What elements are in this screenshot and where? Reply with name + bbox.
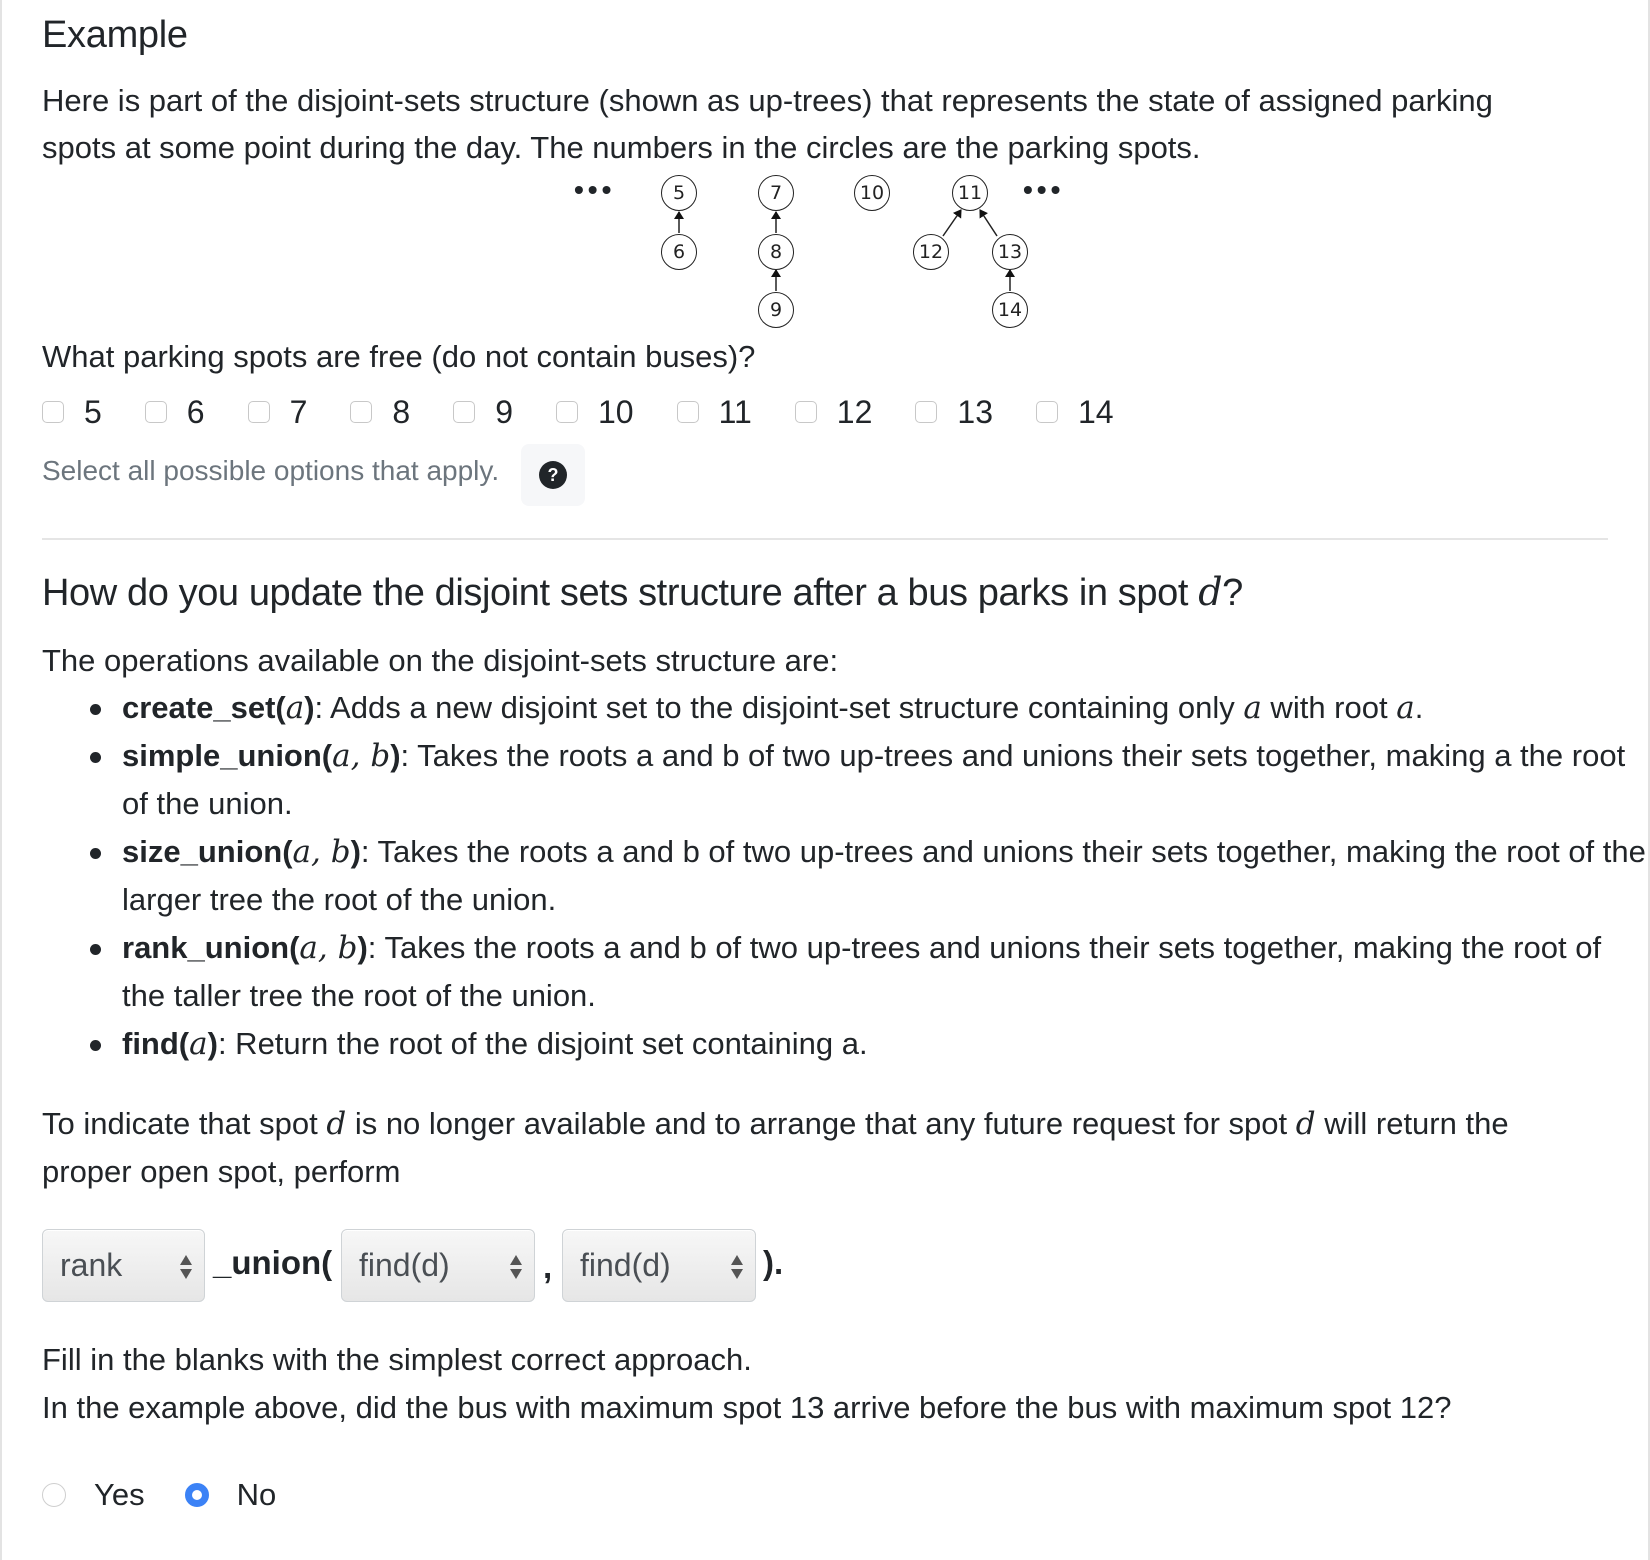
op-close: ) [350,834,361,869]
help-button[interactable] [521,444,585,506]
checkbox-label: 9 [495,393,513,430]
checkbox-option-12[interactable] [795,394,873,431]
op-args: a [285,690,305,726]
checkbox[interactable] [795,401,817,423]
example-intro-line1: Here is part of the disjoint-sets structure (shown as up-trees) that represents the state of assigned parking [42,83,1493,118]
op-close: ) [357,930,368,965]
op-args: a, b [332,738,391,774]
operation-find [122,1020,1648,1068]
fill-in-note: Fill in the blanks with the simplest correct approach. [42,1342,752,1377]
node-5: 5 [661,175,697,211]
instruction-text: To indicate that spot [42,1106,327,1141]
checkbox-label: 6 [186,393,205,430]
checkbox[interactable] [350,401,372,423]
select-arrows-icon [508,1252,524,1282]
radio-yes[interactable] [42,1477,145,1513]
radio-label: Yes [94,1477,145,1512]
op-args: a [189,1026,208,1062]
op-close: ) [207,1026,218,1061]
node-10: 10 [854,175,890,211]
operations-intro: The operations available on the disjoint-sets structure are: [42,643,839,678]
op-name: rank_union( [122,930,300,965]
close-paren-text: ). [763,1244,784,1281]
variable-d: d [326,1106,347,1142]
op-close: ) [390,738,401,773]
checkbox[interactable] [42,401,64,423]
heading-text: How do you update the disjoint sets structure after a bus parks in spot [42,572,1199,614]
node-8: 8 [758,234,794,270]
checkbox[interactable] [248,401,270,423]
first-argument-select[interactable] [341,1229,535,1302]
heading-variable-d: d [1198,570,1223,614]
example-intro-line2: spots at some point during the day. The numbers in the circles are the parking spots. [42,130,1201,165]
checkbox-label: 13 [957,393,993,430]
operation-simple-union [122,732,1648,828]
checkbox[interactable] [1036,401,1058,423]
checkbox-option-5[interactable] [42,394,102,431]
checkbox[interactable] [556,401,578,423]
operations-list [42,684,1648,1068]
op-args: a, b [292,834,351,870]
instruction-line1 [42,1100,1509,1148]
free-spots-question: What parking spots are free (do not contain buses)? [42,339,756,374]
checkbox-label: 10 [597,393,634,430]
select-all-help-text: Select all possible options that apply. [42,455,500,486]
spot-checkbox-group [42,392,1157,432]
node-11: 11 [952,175,988,211]
checkbox[interactable] [145,401,167,423]
variable-d: d [1295,1106,1316,1142]
op-name: simple_union( [122,738,333,773]
node-14: 14 [992,292,1028,328]
select-arrows-icon [729,1252,745,1282]
checkbox-option-8[interactable] [350,394,410,431]
radio-circle[interactable] [42,1483,66,1507]
checkbox[interactable] [453,401,475,423]
op-var: a [1396,690,1415,726]
checkbox-option-11[interactable] [677,394,752,431]
checkbox-option-9[interactable] [453,394,513,431]
first-argument-value: find(d) [359,1247,450,1283]
second-argument-value: find(d) [580,1247,671,1283]
op-var: a [1243,690,1262,726]
second-argument-select[interactable] [562,1229,756,1302]
op-desc: : Takes the roots a and b of two up-trees and unions their sets together, making a the root of the union. [122,738,1626,821]
checkbox-label: 5 [84,393,102,430]
union-type-value: rank [60,1247,123,1283]
op-desc: : Takes the roots a and b of two up-trees and unions their sets together, making the root of the larger tree the root of the union. [122,834,1646,917]
checkbox-label: 7 [289,393,308,430]
node-6: 6 [661,234,697,270]
checkbox-option-13[interactable] [915,394,993,431]
checkbox-label: 8 [392,393,411,430]
op-name: create_set( [122,690,286,725]
heading-end: ? [1222,572,1243,614]
op-desc: : Takes the roots a and b of two up-trees and unions their sets together, making the root of the taller tree the root of the union. [122,930,1602,1013]
op-desc: : Return the root of the disjoint set containing a. [217,1026,868,1061]
union-type-select[interactable] [42,1229,205,1302]
question-mark-icon: ? [539,461,567,489]
checkbox-label: 11 [718,393,752,430]
comma-text: , [543,1248,553,1285]
select-arrows-icon [178,1252,194,1282]
radio-circle-selected[interactable] [185,1483,209,1507]
op-close: ) [304,690,315,725]
operation-size-union [122,828,1648,924]
instruction-text: is no longer available and to arrange that any future request for spot [346,1106,1296,1141]
op-desc: . [1414,690,1424,725]
op-name: find( [122,1026,190,1061]
union-suffix-text: _union( [213,1244,333,1281]
checkbox-label: 14 [1077,393,1114,430]
update-question-heading [42,570,1243,615]
instruction-text: will return the [1315,1106,1509,1141]
checkbox-label: 12 [836,393,873,430]
radio-no[interactable] [185,1477,277,1513]
followup-question: In the example above, did the bus with maximum spot 13 arrive before the bus with maximum spot 12? [42,1390,1452,1425]
yes-no-radio-group [42,1475,316,1515]
op-desc: with root [1261,690,1397,725]
ellipsis-right: ••• [1023,174,1065,205]
op-name: size_union( [122,834,293,869]
node-9: 9 [758,292,794,328]
node-7: 7 [758,175,794,211]
op-args: a, b [299,930,358,966]
operation-create-set [122,684,1648,732]
checkbox[interactable] [677,401,699,423]
tree-edges [0,0,1650,340]
ellipsis-left: ••• [574,174,616,205]
checkbox-option-7[interactable] [248,394,308,431]
checkbox-option-14[interactable] [1036,394,1114,431]
section-divider [42,538,1608,540]
checkbox-option-6[interactable] [145,394,205,431]
example-heading: Example [42,14,188,56]
checkbox-option-10[interactable] [556,394,634,431]
node-12: 12 [913,234,949,270]
node-13: 13 [992,234,1028,270]
radio-label: No [236,1477,277,1512]
op-desc: : Adds a new disjoint set to the disjoint-set structure containing only [314,690,1244,725]
checkbox[interactable] [915,401,937,423]
instruction-line2: proper open spot, perform [42,1154,401,1189]
operation-rank-union [122,924,1648,1020]
